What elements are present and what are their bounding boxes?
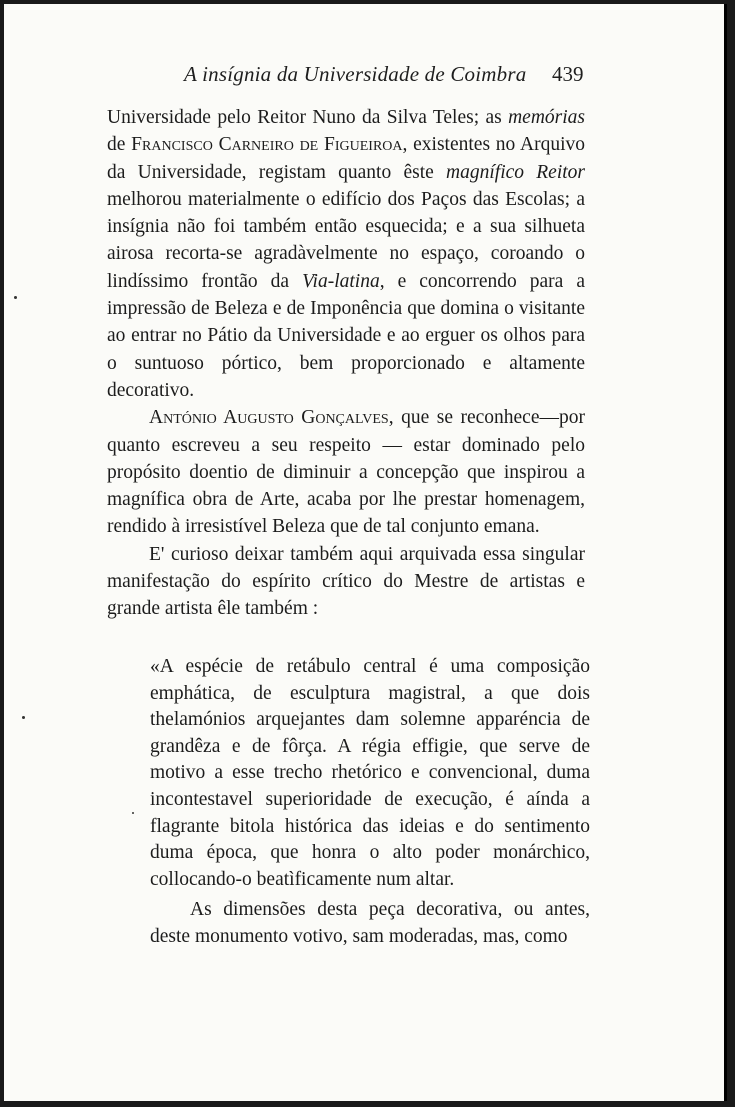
quote-paragraph-1: «A espécie de retábulo central é uma composição emphática, de esculptura magistral, a que dois thelamónios arquejantes dam solemne apparéncia de grandêza e de fôrça. A régia effigie, que serve de motivo a esse trecho rhetórico e convencional, duma incontestavel superioridade de execução, é aínda a flagrante bitola histórica das ideias e do sentimento duma época, que honra o alto poder monárchico, collocando-o beatìficamente num altar. (150, 656, 590, 890)
book-page (4, 4, 727, 1101)
main-text (107, 104, 585, 623)
speck (14, 296, 17, 299)
page-header (4, 62, 727, 92)
quote-paragraph-2: As dimensões desta peça decorativa, ou antes, deste monumento votivo, sam moderadas, mas, como (150, 899, 590, 947)
block-quote (150, 654, 590, 951)
paragraph-2: António Augusto Gonçalves, que se reconhece—por quanto escreveu a seu respeito — estar dominado pelo propósito doentio de diminuir a concepção que inspirou a magnífica obra de Arte, acaba por lhe prestar homenagem, rendido à irresistível Beleza que de tal conjunto emana. (107, 407, 585, 538)
running-title: A insígnia da Universidade de Coimbra (184, 62, 527, 86)
paragraph-1: Universidade pelo Reitor Nuno da Silva Teles; as memórias de Francisco Carneiro de Figueiroa, existentes no Arquivo da Universidade, registam quanto êste magnífico Reitor melhorou materialmente o edifício dos Paços das Escolas; a insígnia não foi também então esquecida; e a sua silhueta airosa recorta-se agradàvelmente no espaço, coroando o lindíssimo frontão da Via-latina, e concorrendo para a impressão de Beleza e de Imponência que domina o visitante ao entrar no Pátio da Universidade e ao erguer os olhos para o suntuoso pórtico, bem proporcionado e altamente decorativo. (107, 107, 586, 401)
speck (132, 812, 134, 814)
paragraph-3: E' curioso deixar também aqui arquivada essa singular manifestação do espírito crítico do Mestre de artistas e grande artista êle também : (107, 543, 585, 620)
speck (22, 716, 25, 719)
page-number: 439 (552, 62, 584, 86)
